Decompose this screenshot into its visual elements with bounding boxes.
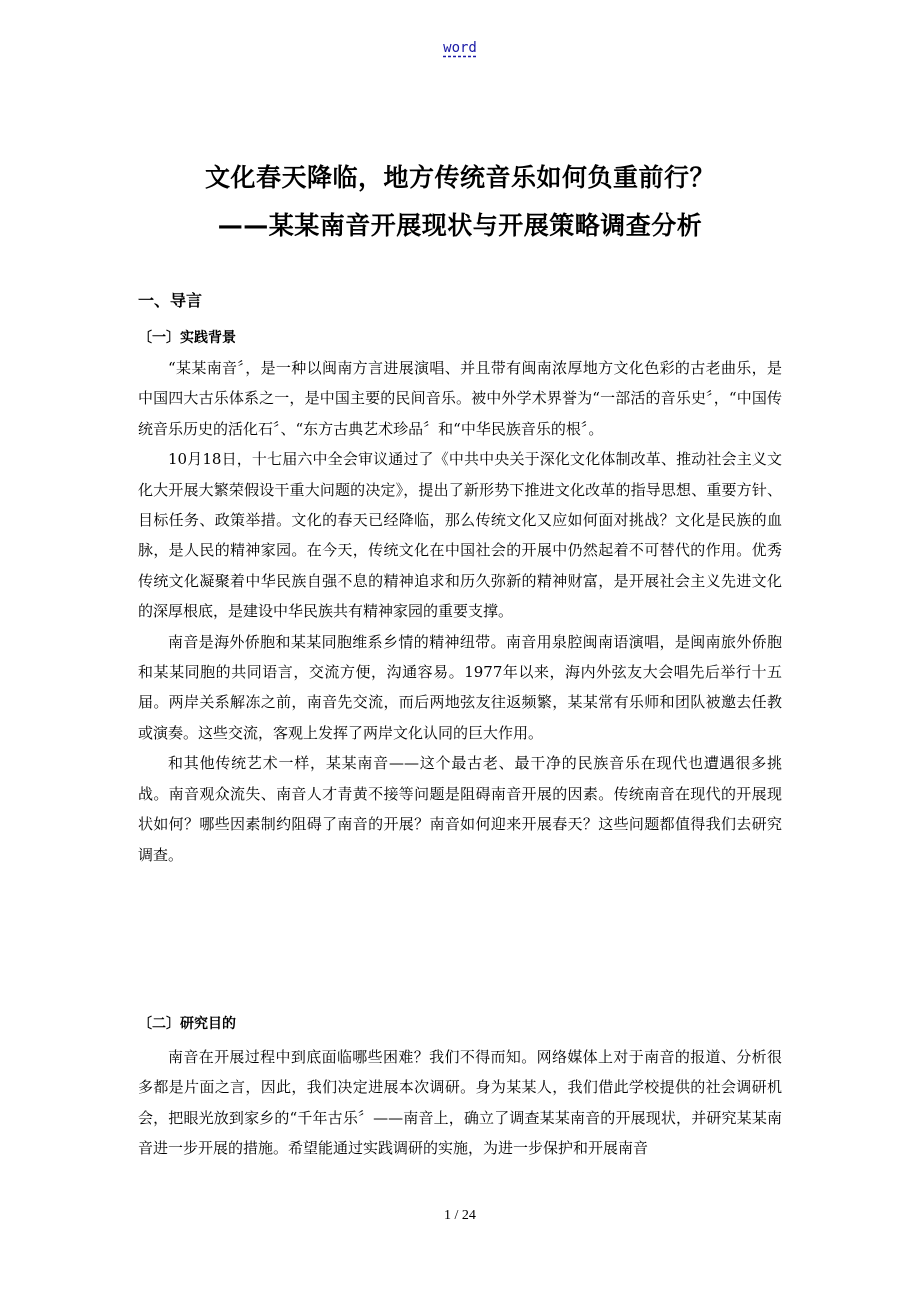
document-title: 文化春天降临，地方传统音乐如何负重前行？ [204, 163, 715, 192]
paragraph: “某某南音〞，是一种以闽南方言进展演唱、并且带有闽南浓厚地方文化色彩的古老曲乐，是中国四大古乐体系之一，是中国主要的民间音乐。被中外学术界誉为“一部活的音乐史〞，“中国传统音乐历史的活化石〞、“东方古典艺术珍品〞和“中华民族音乐的根〞。 [138, 359, 782, 438]
paragraph: 和其他传统艺术一样，某某南音——这个最古老、最干净的民族音乐在现代也遭遇很多挑战。南音观众流失、南音人才青黄不接等问题是阻碍南音开展的因素。传统南音在现代的开展现状如何？哪些因素制约阻碍了南音的开展？南音如何迎来开展春天？这些问题都值得我们去研究调查。 [138, 754, 782, 864]
paragraph: 10月18日，十七届六中全会审议通过了《中共中央关于深化文化体制改革、推动社会主义文化大开展大繁荣假设干重大问题的决定》，提出了新形势下推进文化改革的指导思想、重要方针、目标任务、政策举措。文化的春天已经降临，那么传统文化又应如何面对挑战？文化是民族的血脉，是人民的精神家园。在今天，传统文化在中国社会的开展中仍然起着不可替代的作用。优秀传统文化凝聚着中华民族自强不息的精神追求和历久弥新的精神财富，是开展社会主义先进文化的深厚根底，是建设中华民族共有精神家园的重要支撑。 [138, 450, 782, 621]
section-heading-introduction: 一、导言 [138, 291, 203, 310]
background-body [138, 353, 782, 870]
purpose-body [138, 1042, 782, 1164]
subsection-heading-background: 〔一〕实践背景 [138, 330, 236, 346]
document-subtitle: ——某某南音开展现状与开展策略调查分析 [217, 211, 703, 240]
subsection-heading-purpose: 〔二〕研究目的 [138, 1016, 236, 1032]
paragraph: 南音在开展过程中到底面临哪些困难？我们不得而知。网络媒体上对于南音的报道、分析很多都是片面之言，因此，我们决定进展本次调研。身为某某人，我们借此学校提供的社会调研机会，把眼光放到家乡的“千年古乐〞——南音上，确立了调查某某南音的开展现状，并研究某某南音进一步开展的措施。希望能通过实践调研的实施，为进一步保护和开展南音 [138, 1048, 782, 1158]
header-word-link[interactable]: word [443, 40, 477, 56]
page-number: 1 / 24 [444, 1208, 476, 1223]
paragraph: 南音是海外侨胞和某某同胞维系乡情的精神纽带。南音用泉腔闽南语演唱，是闽南旅外侨胞和某某同胞的共同语言，交流方便，沟通容易。1977年以来，海内外弦友大会唱先后举行十五届。两岸关系解冻之前，南音先交流，而后两地弦友往返频繁，某某常有乐师和团队被邀去任教或演奏。这些交流，客观上发挥了两岸文化认同的巨大作用。 [138, 632, 782, 742]
